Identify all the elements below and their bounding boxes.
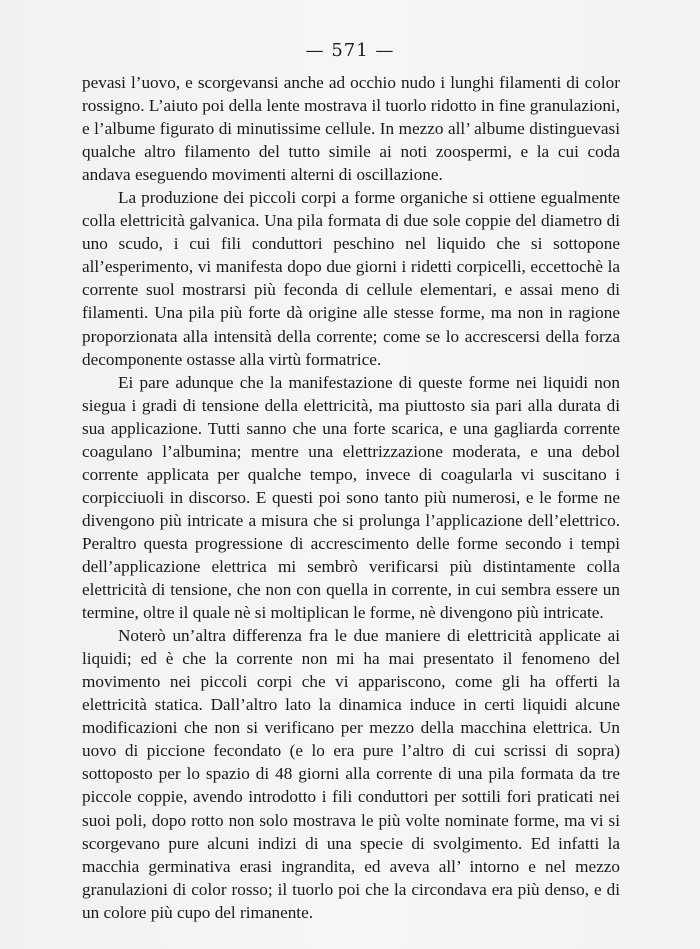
paragraph-galvanic-production: La produzione dei piccoli corpi a forme organiche si ottiene egualmente colla elettricità galvanica. Una pila formata di due sole coppie del diametro di uno scudo, i cui fili conduttori peschino nel liquido che si sottopone all’esperimento, vi manifesta dopo due giorni i ridetti corpicelli, eccettochè la corrente suol mostrarsi più feconda di cellule elementari, e assai meno di filamenti. Una pila più forte dà origine alle stesse forme, ma non in ragione proporzionata alla intensità della corrente; come se lo accrescersi della forza decomponente ostasse alla virtù formatrice. — [82, 188, 620, 369]
paragraph-tension-duration: Ei pare adunque che la manifestazione di queste forme nei liquidi non siegua i gradi di tensione della elettricità, ma piuttosto sia pari alla durata di sua applicazione. Tutti sanno che una forte scarica, e una gagliarda corrente coagulano l’albumina; mentre una elettrizzazione moderata, e una debol corrente applicata per qualche tempo, invece di coagularla vi suscitano i corpicciuoli in discorso. E questi poi sono tanto più numerosi, e le forme ne divengono più intricate a misura che si prolunga l’applicazione dell’elettrico. Peraltro questa progressione di accrescimento delle forme secondo i tempi dell’applicazione elettrica mi sembrò verificarsi più distintamente colla elettricità di tensione, che non con quella in corrente, in cui sembra essere un termine, oltre il quale nè si moltiplican le forme, nè divengono più intricate. — [82, 372, 620, 623]
body-text — [82, 71, 620, 924]
paragraph-continuation: pevasi l’uovo, e scorgevansi anche ad occhio nudo i lunghi filamenti di color rossigno. L’aiuto poi della lente mostrava il tuorlo ridotto in fine granulazioni, e l’albume figurato di minutissime cellule. In mezzo all’ albume distinguevasi qualche altro filamento del tutto simile ai noti zoospermi, e la cui coda andava eseguendo movimenti alterni di oscillazione. — [82, 73, 620, 185]
page-number: — 571 — — [305, 40, 395, 61]
paragraph-current-differences: Noterò un’altra differenza fra le due maniere di elettricità applicate ai liquidi; ed è che la corrente non mi ha mai presentato il fenomeno del movimento nei piccoli corpi che vi appariscono, come gli ha offerti la elettricità statica. Dall’altro lato la dinamica induce in certi liquidi alcune modificazioni che non si verificano per mezzo della macchina elettrica. Un uovo di piccione fecondato (e lo era pure l’altro di cui scrissi di sopra) sottoposto per lo spazio di 48 giorni alla corrente di una pila formata da tre piccole coppie, avendo introdotto i fili conduttori per sottili fori praticati nei suoi poli, dopo rotto non solo mostrava le più volte nominate forme, ma vi si scorgevano pure alcuni indizi di una specie di svolgimento. Ed infatti la macchia germinativa erasi ingrandita, ed aveva all’ intorno e nel mezzo granulazioni di color rosso; il tuorlo poi che la circondava era più denso, e di un colore più cupo del rimanente. — [82, 626, 620, 922]
